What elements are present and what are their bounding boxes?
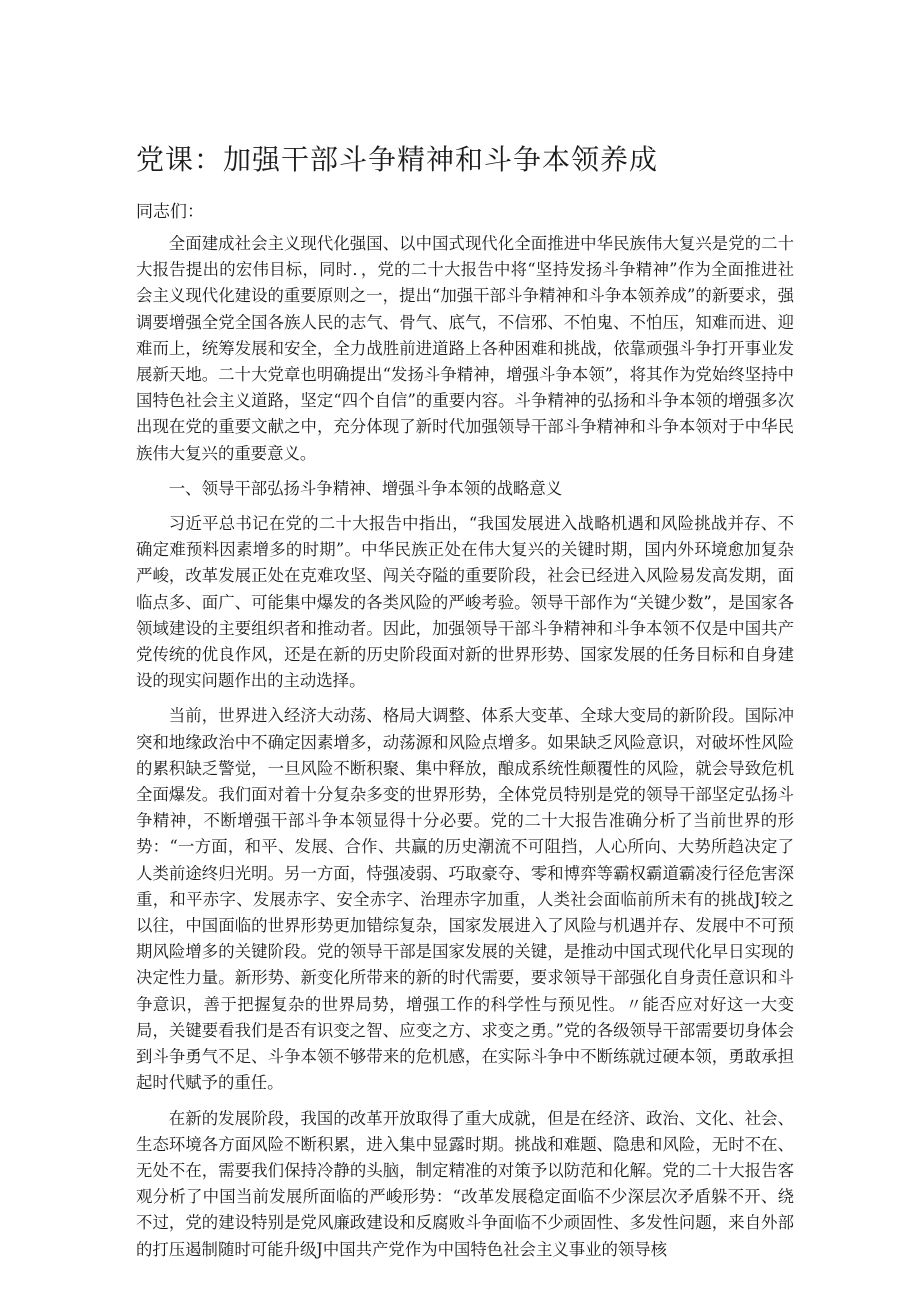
paragraph-strategic-significance: 习近平总书记在党的二十大报告中指出，“我国发展进入战略机遇和风险挑战并存、不确定难预料因素增多的时期”。中华民族正处在伟大复兴的关键时期，国内外环境愈加复杂严峻，改革发展正处在克难攻坚、闯关夺隘的重要阶段，社会已经进入风险易发高发期，面临点多、面广、可能集中爆发的各类风险的严峻考验。领导干部作为“关键少数”，是国家各领域建设的主要组织者和推动者。因此，加强领导干部斗争精神和斗争本领不仅是中国共产党传统的优良作风，还是在新的历史阶段面对新的世界形势、国家发展的任务目标和自身建设的现实问题作出的主动选择。 [136, 514, 794, 691]
section-heading-1: 一、领导干部弘扬斗争精神、增强斗争本领的战略意义 [168, 478, 563, 498]
document-title: 党课：加强干部斗争精神和斗争本领养成 [136, 143, 659, 176]
document-body [136, 231, 794, 1272]
paragraph-world-situation: 当前，世界进入经济大动荡、格局大调整、体系大变革、全球大变局的新阶段。国际冲突和地缘政治中不确定因素增多，动荡源和风险点增多。如果缺乏风险意识，对破坏性风险的累积缺乏警觉，一旦风险不断积聚、集中释放，酿成系统性颠覆性的风险，就会导致危机全面爆发。我们面对着十分复杂多变的世界形势，全体党员特别是党的领导干部坚定弘扬斗争精神，不断增强干部斗争本领显得十分必要。党的二十大报告准确分析了当前世界的形势：“一方面，和平、发展、合作、共赢的历史潮流不可阻挡，人心所向、大势所趋决定了人类前途终归光明。另一方面，恃强凌弱、巧取豪夺、零和博弈等霸权霸道霸凌行径危害深重，和平赤字、发展赤字、安全赤字、治理赤字加重，人类社会面临前所未有的挑战J较之以往，中国面临的世界形势更加错综复杂，国家发展进入了风险与机遇并存、发展中不可预期风险增多的关键阶段。党的领导干部是国家发展的关键，是推动中国式现代化早日实现的决定性力量。新形势、新变化所带来的新的时代需要，要求领导干部强化自身责任意识和斗争意识，善于把握复杂的世界局势，增强工作的科学性与预见性。〃能否应对好这一大变局，关键要看我们是否有识变之智、应变之方、求变之勇。”党的各级领导干部需要切身体会到斗争勇气不足、斗争本领不够带来的危机感，在实际斗争中不断练就过硬本领，勇敢承担起时代赋予的重任。 [136, 706, 794, 1093]
paragraph-intro: 全面建成社会主义现代化强国、以中国式现代化全面推进中华民族伟大复兴是党的二十大报告提出的宏伟目标，同时．，党的二十大报告中将“坚持发扬斗争精神”作为全面推进社会主义现代化建设的重要原则之一，提出“加强干部斗争精神和斗争本领养成”的新要求，强调要增强全党全国各族人民的志气、骨气、底气，不信邪、不怕鬼、不怕压，知难而进、迎难而上，统筹发展和安全，全力战胜前进道路上各种困难和挑战，依靠顽强斗争打开事业发展新天地。二十大党章也明确提出“发扬斗争精神，增强斗争本领”，将其作为党始终坚持中国特色社会主义道路，坚定“四个自信”的重要内容。斗争精神的弘扬和斗争本领的增强多次出现在党的重要文献之中，充分体现了新时代加强领导干部斗争精神和斗争本领对于中华民族伟大复兴的重要意义。 [136, 234, 794, 463]
salutation: 同志们： [136, 202, 204, 222]
paragraph-new-stage: 在新的发展阶段，我国的改革开放取得了重大成就，但是在经济、政治、文化、社会、生态环境各方面风险不断积累，进入集中显露时期。挑战和难题、隐患和风险，无时不在、无处不在，需要我们保持冷静的头脑，制定精准的对策予以防范和化解。党的二十大报告客观分析了中国当前发展所面临的严峻形势：“改革发展稳定面临不少深层次矛盾躲不开、绕不过，党的建设特别是党风廉政建设和反腐败斗争面临不少顽固性、多发性问题，来自外部的打压遏制随时可能升级J中国共产党作为中国特色社会主义事业的领导核 [136, 1108, 794, 1259]
